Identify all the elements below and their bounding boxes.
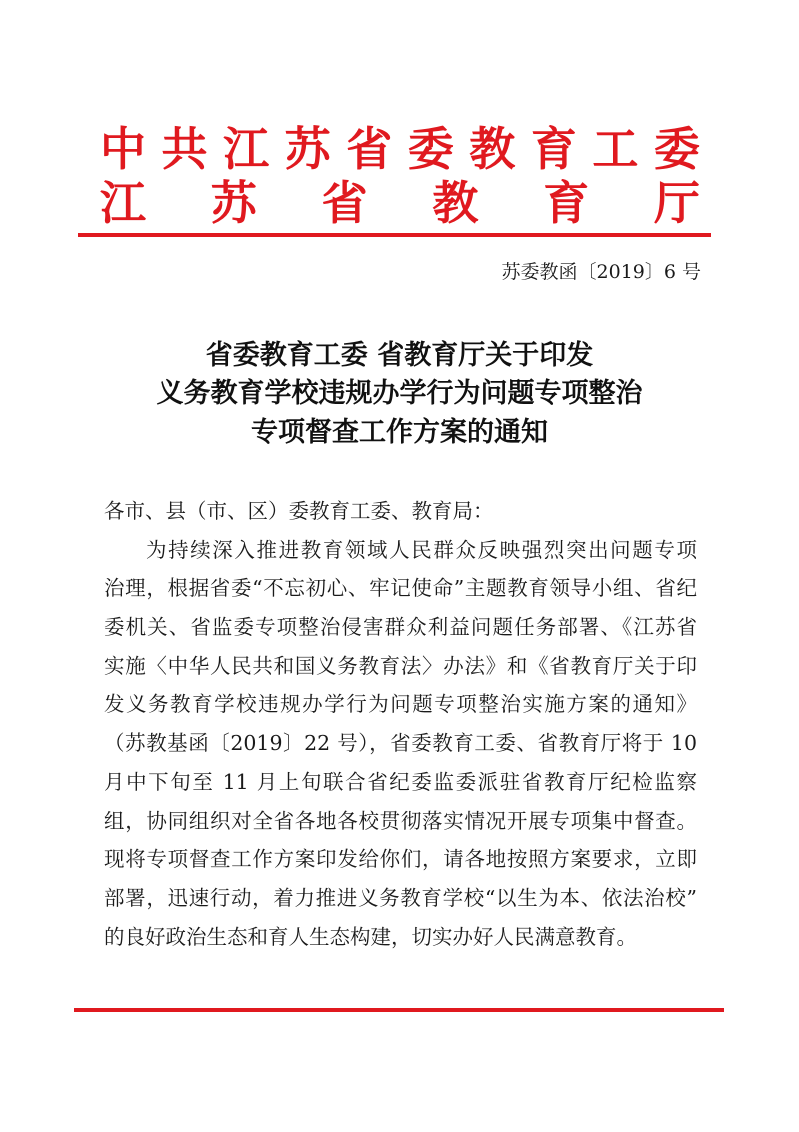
header-char: 省 [346, 122, 393, 176]
issuer-header-line-1 [100, 122, 700, 176]
header-char: 省 [321, 176, 368, 230]
header-red-rule [78, 233, 711, 237]
document-title-line-2: 义务教育学校违规办学行为问题专项整治 [156, 378, 643, 409]
body-line: （苏教基函〔2019〕22 号），省委教育工委、省教育厅将于 10 [104, 731, 697, 755]
document-title-line-1: 省委教育工委 省教育厅关于印发 [205, 340, 594, 371]
header-char: 委 [407, 122, 454, 176]
footer-red-rule [74, 1008, 724, 1012]
header-char: 厅 [653, 176, 700, 230]
body-line: 的良好政治生态和育人生态构建，切实办好人民满意教育。 [104, 925, 637, 949]
document-number: 苏委教函〔2019〕6 号 [501, 261, 701, 283]
header-char: 教 [432, 176, 479, 230]
body-line: 为持续深入推进教育领域人民群众反映强烈突出问题专项 [146, 538, 697, 562]
body-line: 实施〈中华人民共和国义务教育法〉办法》和《省教育厅关于印 [104, 654, 697, 678]
header-char: 江 [100, 176, 146, 230]
header-char: 教 [469, 122, 516, 176]
body-line: 月中下旬至 11 月上旬联合省纪委监委派驻省教育厅纪检监察 [104, 770, 697, 794]
header-char: 育 [543, 176, 590, 230]
body-line: 治理，根据省委“不忘初心、牢记使命”主题教育领导小组、省纪 [104, 576, 697, 600]
body-line: 组，协同组织对全省各地各校贯彻落实情况开展专项集中督查。 [104, 809, 697, 833]
salutation: 各市、县（市、区）委教育工委、教育局： [104, 499, 494, 523]
document-title-line-3: 专项督查工作方案的通知 [251, 417, 548, 448]
issuer-header-line-2 [100, 176, 700, 230]
header-char: 育 [530, 122, 577, 176]
header-char: 委 [653, 122, 700, 176]
header-char: 共 [161, 122, 208, 176]
body-line: 部署，迅速行动，着力推进义务教育学校“以生为本、依法治校” [104, 886, 697, 910]
body-line: 委机关、省监委专项整治侵害群众利益问题任务部署、《江苏省 [104, 615, 697, 639]
body-line: 发义务教育学校违规办学行为问题专项整治实施方案的通知》 [104, 692, 697, 716]
header-char: 苏 [284, 122, 331, 176]
header-char: 江 [223, 122, 270, 176]
body-line: 现将专项督查工作方案印发给你们，请各地按照方案要求，立即 [104, 847, 697, 871]
header-char: 中 [100, 122, 146, 176]
header-char: 苏 [210, 176, 257, 230]
header-char: 工 [592, 122, 639, 176]
